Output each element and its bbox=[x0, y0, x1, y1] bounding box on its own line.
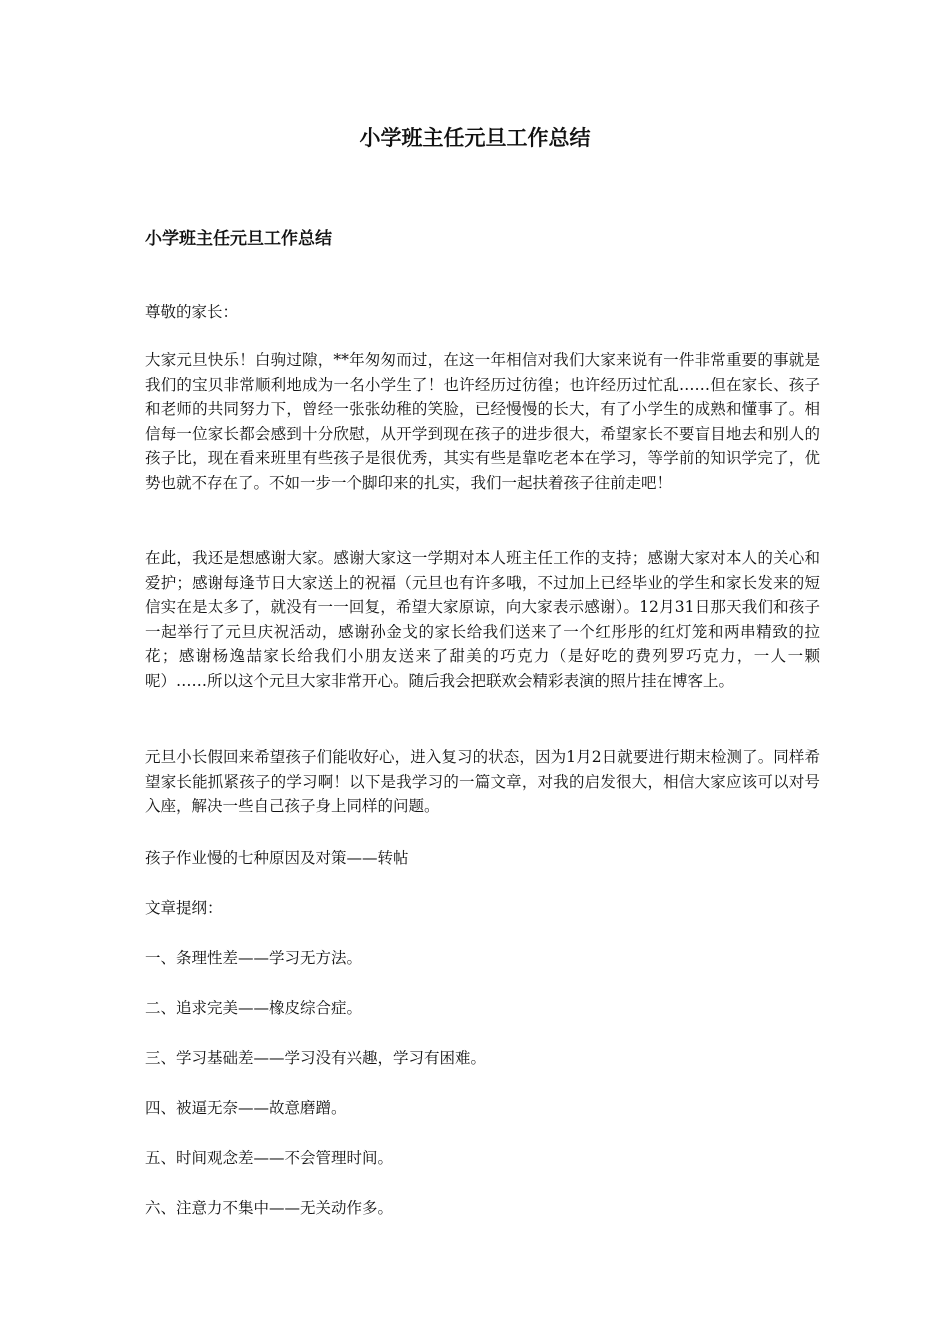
paragraph-2: 在此，我还是想感谢大家。感谢大家这一学期对本人班主任工作的支持；感谢大家对本人的关心和爱护；感谢每逢节日大家送上的祝福（元旦也有许多哦，不过加上已经毕业的学生和家长发来的短信实在是太多了，就没有一一回复，希望大家原谅，向大家表示感谢）。12月31日那天我们和孩子一起举行了元旦庆祝活动，感谢孙金戈的家长给我们送来了一个红彤彤的红灯笼和两串精致的拉花；感谢杨逸喆家长给我们小朋友送来了甜美的巧克力（是好吃的费列罗巧克力，一人一颗呢）……所以这个元旦大家非常开心。随后我会把联欢会精彩表演的照片挂在博客上。 bbox=[145, 549, 820, 690]
article-title: 孩子作业慢的七种原因及对策——转帖 bbox=[145, 849, 409, 867]
paragraph-3: 元旦小长假回来希望孩子们能收好心，进入复习的状态，因为1月2日就要进行期末检测了。同样希望家长能抓紧孩子的学习啊！以下是我学习的一篇文章，对我的启发很大，相信大家应该可以对号入座，解决一些自己孩子身上同样的问题。 bbox=[145, 748, 820, 815]
outline-item: 二、追求完美——橡皮综合症。 bbox=[145, 999, 363, 1017]
document-title: 小学班主任元旦工作总结 bbox=[359, 125, 591, 150]
greeting: 尊敬的家长： bbox=[145, 303, 239, 321]
outline-item: 三、学习基础差——学习没有兴趣，学习有困难。 bbox=[145, 1049, 487, 1067]
outline-item: 五、时间观念差——不会管理时间。 bbox=[145, 1149, 394, 1167]
outline-item: 六、注意力不集中——无关动作多。 bbox=[145, 1199, 394, 1217]
outline-label: 文章提纲： bbox=[145, 899, 223, 917]
document-subtitle: 小学班主任元旦工作总结 bbox=[145, 229, 332, 249]
outline-item: 一、条理性差——学习无方法。 bbox=[145, 949, 363, 967]
paragraph-1: 大家元旦快乐！白驹过隙，**年匆匆而过，在这一年相信对我们大家来说有一件非常重要的事就是我们的宝贝非常顺利地成为一名小学生了！也许经历过彷徨；也许经历过忙乱……但在家长、孩子和老师的共同努力下，曾经一张张幼稚的笑脸，已经慢慢的长大，有了小学生的成熟和懂事了。相信每一位家长都会感到十分欣慰，从开学到现在孩子的进步很大，希望家长不要盲目地去和别人的孩子比，现在看来班里有些孩子是很优秀，其实有些是靠吃老本在学习，等学前的知识学完了，优势也就不存在了。不如一步一个脚印来的扎实，我们一起扶着孩子往前走吧！ bbox=[145, 351, 820, 492]
outline-item: 四、被逼无奈——故意磨蹭。 bbox=[145, 1099, 347, 1117]
